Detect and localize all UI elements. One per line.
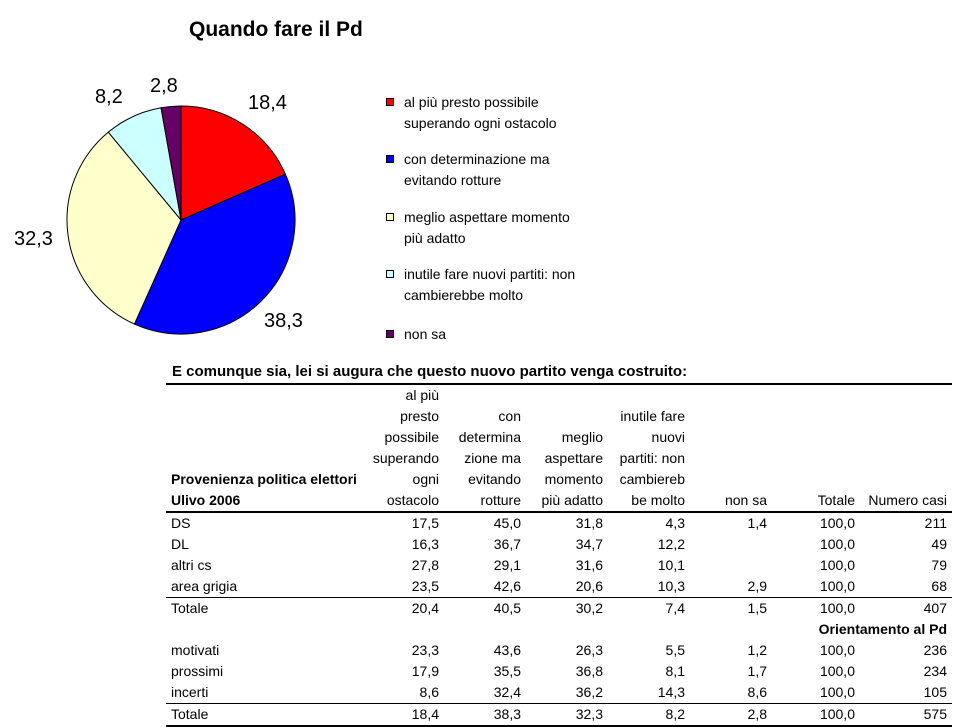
table-cell xyxy=(690,555,772,576)
table-cell: 8,6 xyxy=(419,684,439,700)
table-cell: 40,5 xyxy=(444,598,526,620)
table-cell: 34,7 xyxy=(575,536,603,552)
table-cell: 17,5 xyxy=(411,515,439,531)
table-cell: 36,2 xyxy=(575,684,603,700)
legend-label: al più presto possibile superando ogni ostacolo xyxy=(404,94,557,131)
section-heading: Orientamento al Pd xyxy=(818,621,947,637)
table-row xyxy=(166,555,952,576)
table-cell: 100,0 xyxy=(819,536,855,552)
table-cell: 17,9 xyxy=(411,663,439,679)
pie-slice-label: 32,3 xyxy=(14,228,53,250)
table-cell: 45,0 xyxy=(493,515,521,531)
table-cell: 8,1 xyxy=(665,663,685,679)
table-cell: 20,6 xyxy=(575,578,603,594)
table-cell: 100,0 xyxy=(819,515,855,531)
total-row xyxy=(166,704,952,727)
legend-swatch xyxy=(386,98,394,106)
chart-title: Quando fare il Pd xyxy=(189,18,363,41)
table-row xyxy=(166,534,952,555)
legend-label: con determinazione ma evitando rotture xyxy=(404,151,550,188)
row-label: area grigia xyxy=(171,578,238,594)
table-cell xyxy=(690,534,772,555)
legend-swatch xyxy=(386,270,394,278)
table-cell: 575 xyxy=(860,704,952,727)
table-cell: 100,0 xyxy=(772,704,860,727)
table-cell: 38,3 xyxy=(444,704,526,727)
pie-slice-label: 18,4 xyxy=(248,92,287,114)
table-cell: 10,3 xyxy=(657,578,685,594)
table-cell: 100,0 xyxy=(819,578,855,594)
table-cell: 2,9 xyxy=(747,578,767,594)
legend-item xyxy=(388,92,588,134)
column-header: Numero casi xyxy=(860,384,952,512)
table-cell: 16,3 xyxy=(411,536,439,552)
table-cell: 79 xyxy=(931,557,947,573)
table-cell: 29,1 xyxy=(493,557,521,573)
row-label: motivati xyxy=(171,642,220,658)
table-cell: 18,4 xyxy=(366,704,444,727)
table-cell: 32,4 xyxy=(493,684,521,700)
table-caption: E comunque sia, lei si augura che questo nuovo partito venga costruito: xyxy=(172,363,688,380)
table-row xyxy=(166,576,952,598)
table-cell: 100,0 xyxy=(819,557,855,573)
row-label: DL xyxy=(171,536,189,552)
table-row xyxy=(166,682,952,704)
legend-swatch xyxy=(386,330,394,338)
legend-item xyxy=(388,264,588,306)
table-cell: 2,8 xyxy=(690,704,772,727)
column-header: Totale xyxy=(772,384,860,512)
table-cell: 1,2 xyxy=(747,642,767,658)
table-cell: 32,3 xyxy=(526,704,608,727)
table-cell: 10,1 xyxy=(657,557,685,573)
table-cell: 1,4 xyxy=(747,515,767,531)
table-stub-header: Provenienza politica elettori Ulivo 2006 xyxy=(166,384,366,512)
table-cell: 1,7 xyxy=(747,663,767,679)
column-header: al più presto possibile superando ogni ostacolo xyxy=(366,384,444,512)
row-label: DS xyxy=(171,515,191,531)
table-row xyxy=(166,661,952,682)
table-cell: 42,6 xyxy=(493,578,521,594)
table-cell: 211 xyxy=(924,515,947,531)
row-label: incerti xyxy=(171,684,209,700)
row-label: Totale xyxy=(166,598,366,620)
table-cell: 4,3 xyxy=(665,515,685,531)
pie-slice-label: 8,2 xyxy=(95,86,123,108)
table-cell: 1,5 xyxy=(690,598,772,620)
table-cell: 100,0 xyxy=(819,684,855,700)
table-cell: 43,6 xyxy=(493,642,521,658)
table-cell: 23,5 xyxy=(411,578,439,594)
row-label: prossimi xyxy=(171,663,224,679)
table-cell: 5,5 xyxy=(665,642,685,658)
column-header: non sa xyxy=(690,384,772,512)
legend-label: meglio aspettare momento più adatto xyxy=(404,209,570,246)
table-cell: 14,3 xyxy=(657,684,685,700)
table-cell: 35,5 xyxy=(493,663,521,679)
table-cell: 7,4 xyxy=(608,598,690,620)
legend-item xyxy=(388,324,588,345)
column-header: meglio aspettare momento più adatto xyxy=(526,384,608,512)
table-cell: 31,6 xyxy=(575,557,603,573)
legend-item xyxy=(388,207,588,249)
legend-swatch xyxy=(386,213,394,221)
table-cell: 49 xyxy=(931,536,947,552)
table-cell: 26,3 xyxy=(575,642,603,658)
table-cell: 236 xyxy=(923,642,947,658)
table-row xyxy=(166,512,952,534)
table-cell: 8,2 xyxy=(608,704,690,727)
legend-label: inutile fare nuovi partiti: non cambierebbe molto xyxy=(404,266,576,303)
table-cell: 12,2 xyxy=(657,536,685,552)
total-row xyxy=(166,598,952,620)
section-heading-row xyxy=(166,619,952,640)
row-label: altri cs xyxy=(171,557,212,573)
legend-item xyxy=(388,149,588,191)
column-header: inutile fare nuovi partiti: non cambiereb be molto xyxy=(608,384,690,512)
legend-swatch xyxy=(386,155,394,163)
table-cell: 407 xyxy=(860,598,952,620)
data-table xyxy=(166,383,952,727)
column-header: con determina zione ma evitando rotture xyxy=(444,384,526,512)
pie-slice-label: 2,8 xyxy=(150,75,178,97)
table-cell: 100,0 xyxy=(819,642,855,658)
table-cell: 27,8 xyxy=(411,557,439,573)
row-label: Totale xyxy=(166,704,366,727)
table-row xyxy=(166,640,952,661)
pie-slice-label: 38,3 xyxy=(264,310,303,332)
table-cell: 100,0 xyxy=(772,598,860,620)
table-cell: 8,6 xyxy=(747,684,767,700)
table-cell: 105 xyxy=(923,684,947,700)
legend-label: non sa xyxy=(404,326,447,342)
table-cell: 234 xyxy=(923,663,947,679)
table-cell: 30,2 xyxy=(526,598,608,620)
table-cell: 20,4 xyxy=(366,598,444,620)
table-cell: 36,7 xyxy=(493,536,521,552)
table-cell: 23,3 xyxy=(411,642,439,658)
table-cell: 68 xyxy=(931,578,947,594)
table-header-row xyxy=(166,384,952,512)
pie-chart xyxy=(0,60,380,360)
table-cell: 31,8 xyxy=(575,515,603,531)
table-cell: 100,0 xyxy=(819,663,855,679)
table-cell: 36,8 xyxy=(575,663,603,679)
